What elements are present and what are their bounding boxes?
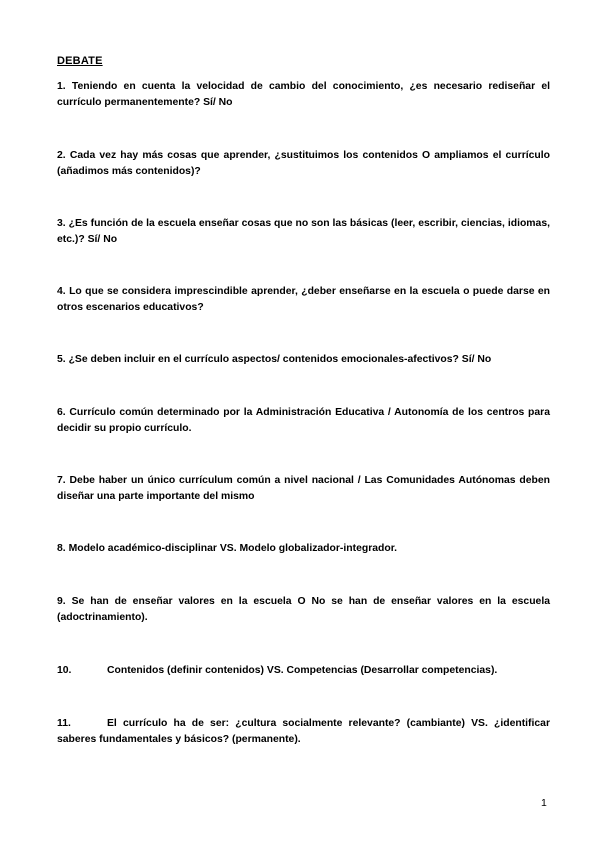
question-number: 5. (57, 354, 66, 365)
question-text: El currículo ha de ser: ¿cultura socialmente relevante? (cambiante) VS. ¿identificar saberes fundamentales y básicos? (permanente). (57, 718, 550, 745)
question-8 (57, 541, 550, 557)
page-number: 1 (541, 797, 547, 809)
question-number: 4. (57, 286, 66, 297)
question-text: Lo que se considera imprescindible aprender, ¿deber enseñarse en la escuela o puede darse en otros escenarios educativos? (57, 286, 551, 313)
question-number: 3. (57, 218, 66, 229)
question-1 (57, 79, 550, 110)
question-9 (57, 594, 550, 625)
question-5 (57, 352, 550, 368)
question-number: 6. (57, 407, 66, 418)
question-number: 11. (57, 718, 71, 729)
question-11 (57, 716, 550, 747)
question-number: 2. (57, 150, 66, 161)
question-number: 9. (57, 596, 66, 607)
question-text: Cada vez hay más cosas que aprender, ¿sustituimos los contenidos O ampliamos el currículo (añadimos más contenidos)? (57, 150, 550, 177)
question-number: 8. (57, 543, 66, 554)
question-3 (57, 216, 550, 247)
question-number: 7. (57, 475, 66, 486)
question-text: Contenidos (definir contenidos) VS. Competencias (Desarrollar competencias). (107, 665, 498, 676)
question-number: 10. (57, 665, 72, 676)
question-4 (57, 284, 550, 315)
question-text: Se han de enseñar valores en la escuela O No se han de enseñar valores en la escuela (adoctrinamiento). (57, 596, 550, 623)
question-text: Currículo común determinado por la Administración Educativa / Autonomía de los centros para decidir su propio currículo. (57, 407, 551, 434)
question-text: Debe haber un único currículum común a nivel nacional / Las Comunidades Autónomas deben diseñar una parte importante del mismo (57, 475, 550, 502)
question-text: ¿Es función de la escuela enseñar cosas que no son las básicas (leer, escribir, ciencias, idiomas, etc.)? Sí/ No (57, 218, 550, 245)
question-10 (57, 663, 550, 679)
document-title: DEBATE (57, 55, 103, 67)
question-number: 1. (57, 81, 66, 92)
question-2 (57, 148, 550, 179)
question-text: ¿Se deben incluir en el currículo aspectos/ contenidos emocionales-afectivos? Sí/ No (68, 354, 492, 365)
question-6 (57, 405, 550, 436)
question-7 (57, 473, 550, 504)
question-text: Modelo académico-disciplinar VS. Modelo globalizador-integrador. (68, 543, 398, 554)
question-text: Teniendo en cuenta la velocidad de cambio del conocimiento, ¿es necesario rediseñar el currículo permanentemente? Sí/ No (57, 81, 550, 108)
